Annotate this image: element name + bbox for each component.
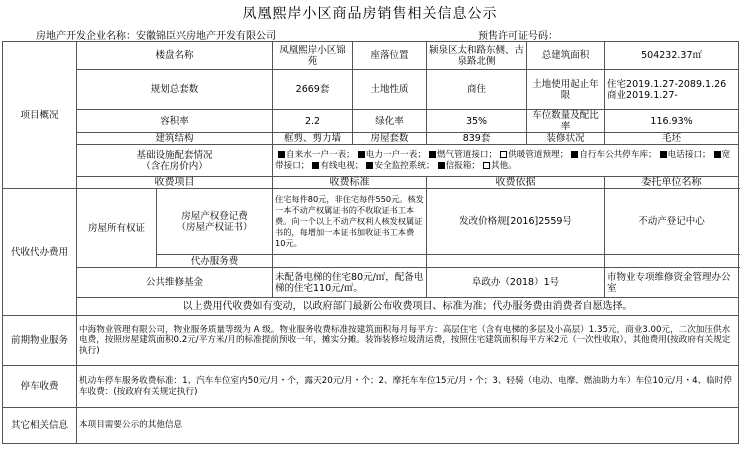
infra-item-label: 宽带接口； bbox=[275, 149, 731, 171]
service-fee-label: 代办服务费 bbox=[157, 255, 273, 268]
houses-label: 房屋套数 bbox=[353, 133, 427, 145]
maintenance-fund-label: 公共维修基金 bbox=[77, 268, 273, 298]
maintenance-fund-unit: 市物业专项维修资金管理办公室 bbox=[605, 268, 739, 298]
parking-ratio-label: 车位数量及配比率 bbox=[527, 110, 605, 133]
far-label: 容积率 bbox=[77, 110, 273, 133]
total-area: 504232.37㎡ bbox=[605, 42, 739, 70]
infra-item-label: 自行车公共停车库； bbox=[579, 149, 657, 160]
developer-name: 安徽锦臣兴房地产开发有限公司 bbox=[136, 31, 276, 42]
checked-box-icon bbox=[429, 151, 436, 158]
infra-item-label: 电话接口； bbox=[667, 149, 711, 160]
maintenance-fund-basis: 阜政办（2018）1号 bbox=[427, 268, 605, 298]
fee-notice: 以上费用代收费如有变动，以政府部门最新公布收费项目、标准为准；代办服务费由消费者自愿选择。 bbox=[77, 298, 739, 316]
infra-item-label: 信报箱； bbox=[445, 160, 480, 171]
structure-label: 建筑结构 bbox=[77, 133, 273, 145]
maintenance-fund-standard: 未配备电梯的住宅80元/㎡，配备电梯的住宅110元/㎡。 bbox=[273, 268, 427, 298]
land-term-residential: 住宅2019.1.27-2089.1.26 bbox=[607, 78, 727, 90]
location-label: 座落位置 bbox=[353, 42, 427, 70]
checked-box-icon bbox=[714, 151, 721, 158]
parking-fee-label: 停车收费 bbox=[3, 366, 77, 408]
land-term-commercial: 商业2019.1.27- bbox=[607, 89, 678, 101]
checked-box-icon bbox=[660, 151, 667, 158]
decor-label: 装修状况 bbox=[527, 133, 605, 145]
ownership-cert-label: 房屋所有权证 bbox=[77, 189, 157, 268]
area-label: 总建筑面积 bbox=[527, 42, 605, 70]
house-count: 839套 bbox=[427, 133, 527, 145]
other-info-text: 本项目需要公示的其他信息 bbox=[77, 408, 739, 444]
floor-area-ratio: 2.2 bbox=[273, 110, 353, 133]
infra-item-label: 安全监控系统； bbox=[374, 160, 435, 171]
service-fee-standard bbox=[273, 255, 427, 268]
other-info-label: 其它相关信息 bbox=[3, 408, 77, 444]
reg-fee-basis: 发改价格规[2016]2559号 bbox=[427, 189, 605, 255]
infra-item-label: 燃气管道接口； bbox=[436, 149, 498, 160]
permit-label: 预售许可证号码： bbox=[478, 31, 558, 42]
green-rate: 35% bbox=[427, 110, 527, 133]
land-term bbox=[605, 70, 739, 110]
planned-units: 2669套 bbox=[273, 70, 353, 110]
developer-row bbox=[2, 26, 738, 41]
checked-box-icon bbox=[438, 162, 445, 169]
infra-item-label: 有线电视； bbox=[320, 160, 364, 171]
fee-standard-header: 收费标准 bbox=[273, 177, 427, 189]
project-name: 凤凰熙岸小区锦苑 bbox=[273, 42, 353, 70]
checked-box-icon bbox=[366, 162, 373, 169]
parking-ratio: 116.93% bbox=[605, 110, 739, 133]
infra-checklist bbox=[273, 145, 739, 177]
checked-box-icon bbox=[358, 151, 365, 158]
infra-item-label: 电力一户一表； bbox=[365, 149, 426, 160]
unchecked-box-icon bbox=[483, 162, 490, 169]
page-title: 凤凰熙岸小区商品房销售相关信息公示 bbox=[242, 6, 498, 22]
infra-label: 基础设施配套情况 （含在房价内） bbox=[77, 145, 273, 177]
reg-fee-label: 房屋产权登记费 （房屋产权证书） bbox=[157, 189, 273, 255]
info-table bbox=[2, 41, 739, 444]
fee-basis-header: 收费依据 bbox=[427, 177, 605, 189]
land-use-label: 土地性质 bbox=[353, 70, 427, 110]
checked-box-icon bbox=[571, 151, 578, 158]
infra-item-label: 供暖管道预埋； bbox=[508, 149, 569, 160]
section-fees: 代收代办费用 bbox=[3, 189, 77, 316]
land-use: 商住 bbox=[427, 70, 527, 110]
service-fee-basis bbox=[427, 255, 605, 268]
decoration-status: 毛坯 bbox=[605, 133, 739, 145]
section-project-overview: 项目概况 bbox=[3, 42, 77, 189]
infra-item-label: 其他。 bbox=[490, 160, 517, 171]
reg-fee-standard: 住宅每件80元，非住宅每件550元。核发一本不动产权属证书的不收取证书工本费。向一个以上不动产权利人核发权属证书的，每增加一本证书加收证书工本费10元。 bbox=[273, 189, 427, 255]
name-label: 楼盘名称 bbox=[77, 42, 273, 70]
service-fee-unit bbox=[605, 255, 739, 268]
unchecked-box-icon bbox=[500, 151, 507, 158]
developer-label: 房地产开发企业名称： bbox=[36, 31, 136, 42]
building-structure: 框剪、剪力墙 bbox=[273, 133, 353, 145]
infra-item-label: 自来水一户一表； bbox=[286, 149, 355, 160]
fee-item-header: 收费项目 bbox=[77, 177, 273, 189]
green-label: 绿化率 bbox=[353, 110, 427, 133]
property-mgmt-label: 前期物业服务 bbox=[3, 316, 77, 366]
checked-box-icon bbox=[312, 162, 319, 169]
units-label: 规划总套数 bbox=[77, 70, 273, 110]
checked-box-icon bbox=[278, 151, 285, 158]
developer-info bbox=[36, 27, 276, 42]
property-mgmt-text: 中海物业管理有限公司，物业服务质量等级为 A 级。物业服务收费标准按建筑面积每月每平方：高层住宅（含有电梯的多层及小高层）1.35元，商业3.00元，二次加压供水电费，按照房屋建筑面积0.2元/平方米/月的标准提前预收一年，摊实分摊。装饰装修垃圾清运费，按照住宅建筑面积每平方米2元（一次性收取），其他费用(按政府有关规定执行) bbox=[77, 316, 739, 366]
fee-unit-header: 委托单位名称 bbox=[605, 177, 739, 189]
project-location: 颍泉区太和路东侧、古泉路北侧 bbox=[427, 42, 527, 70]
parking-fee-text: 机动车停车服务收费标准：1、汽车车位室内50元/月・个，露天20元/月・个；2、摩托车车位15元/月・个；3、轻骑（电动、电摩、燃油助力车）车位10元/月・4、临时停车收费：(按政府有关规定执行) bbox=[77, 366, 739, 408]
reg-fee-unit: 不动产登记中心 bbox=[605, 189, 739, 255]
land-term-label: 土地使用起止年限 bbox=[527, 70, 605, 110]
